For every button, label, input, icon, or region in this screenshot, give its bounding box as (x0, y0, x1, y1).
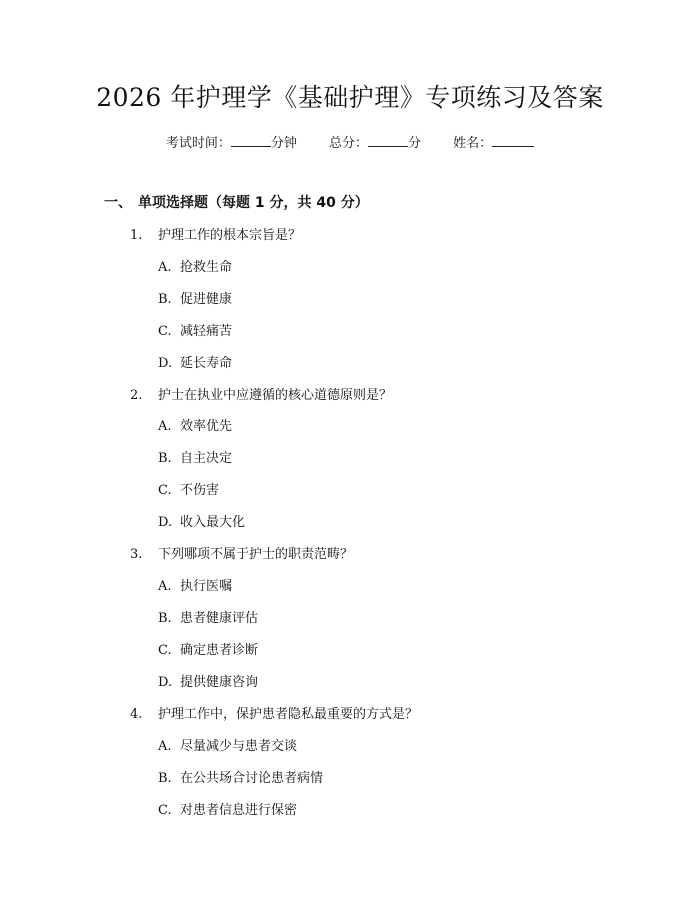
option-letter: B. (158, 771, 172, 786)
exam-meta (0, 132, 700, 151)
question-number: 1. (130, 228, 143, 243)
exam-time-label: 考试时间： (165, 136, 231, 151)
option-letter: B. (158, 451, 172, 466)
option-letter: B. (158, 292, 172, 307)
question-3-option-d (158, 671, 258, 690)
exam-time-blank (231, 134, 271, 147)
option-text: 对患者信息进行保密 (180, 803, 298, 818)
option-text: 延长寿命 (180, 356, 233, 371)
option-letter: A. (158, 739, 172, 754)
option-letter: A. (158, 419, 172, 434)
total-score-label: 总分： (328, 136, 368, 151)
student-name (453, 136, 534, 151)
question-1-option-d (158, 352, 232, 371)
option-text: 减轻痛苦 (180, 324, 233, 339)
question-3-option-a (158, 575, 232, 594)
student-name-blank (492, 134, 534, 147)
option-letter: C. (158, 483, 172, 498)
option-text: 确定患者诊断 (180, 643, 259, 658)
option-letter: D. (158, 675, 173, 690)
question-4-option-b (158, 767, 323, 786)
option-text: 自主决定 (180, 451, 233, 466)
question-2-option-a (158, 415, 232, 434)
option-text: 抢救生命 (180, 260, 233, 275)
option-letter: B. (158, 611, 172, 626)
question-1-option-b (158, 288, 232, 307)
question-text: 护理工作中，保护患者隐私最重要的方式是？ (158, 707, 419, 722)
option-letter: A. (158, 260, 172, 275)
option-letter: C. (158, 803, 172, 818)
option-text: 在公共场合讨论患者病情 (180, 771, 324, 786)
option-letter: C. (158, 643, 172, 658)
section-heading (104, 192, 369, 212)
option-text: 收入最大化 (180, 515, 246, 530)
question-2 (130, 384, 392, 403)
exam-time (166, 136, 301, 151)
question-number: 4. (130, 707, 143, 722)
option-text: 执行医嘱 (180, 579, 233, 594)
question-4 (130, 703, 418, 722)
question-3 (130, 543, 353, 562)
question-1-option-a (158, 256, 232, 275)
option-letter: C. (158, 324, 172, 339)
document-title: 2026 年护理学《基础护理》专项练习及答案 (96, 83, 604, 112)
question-4-option-a (158, 735, 297, 754)
question-3-option-b (158, 607, 258, 626)
question-3-option-c (158, 639, 258, 658)
option-text: 不伤害 (180, 483, 220, 498)
question-2-option-c (158, 479, 219, 498)
option-letter: D. (158, 356, 173, 371)
question-text: 护士在执业中应遵循的核心道德原则是？ (158, 388, 393, 403)
section-number: 一、 (104, 195, 132, 211)
option-letter: A. (158, 579, 172, 594)
total-score (329, 136, 425, 151)
question-2-option-b (158, 447, 232, 466)
option-text: 促进健康 (180, 292, 233, 307)
question-1 (130, 224, 301, 243)
section-title: 单项选择题（每题 1 分，共 40 分） (138, 195, 369, 211)
option-letter: D. (158, 515, 173, 530)
question-text: 下列哪项不属于护士的职责范畴？ (158, 547, 354, 562)
option-text: 患者健康评估 (180, 611, 259, 626)
total-score-unit: 分 (408, 136, 422, 151)
question-2-option-d (158, 511, 245, 530)
question-number: 2. (130, 388, 143, 403)
option-text: 效率优先 (180, 419, 233, 434)
option-text: 提供健康咨询 (180, 675, 259, 690)
question-1-option-c (158, 320, 232, 339)
exam-time-unit: 分钟 (270, 136, 297, 151)
option-text: 尽量减少与患者交谈 (180, 739, 298, 754)
question-text: 护理工作的根本宗旨是？ (158, 228, 302, 243)
question-4-option-c (158, 799, 297, 818)
question-number: 3. (130, 547, 143, 562)
total-score-blank (368, 134, 408, 147)
student-name-label: 姓名： (453, 136, 493, 151)
